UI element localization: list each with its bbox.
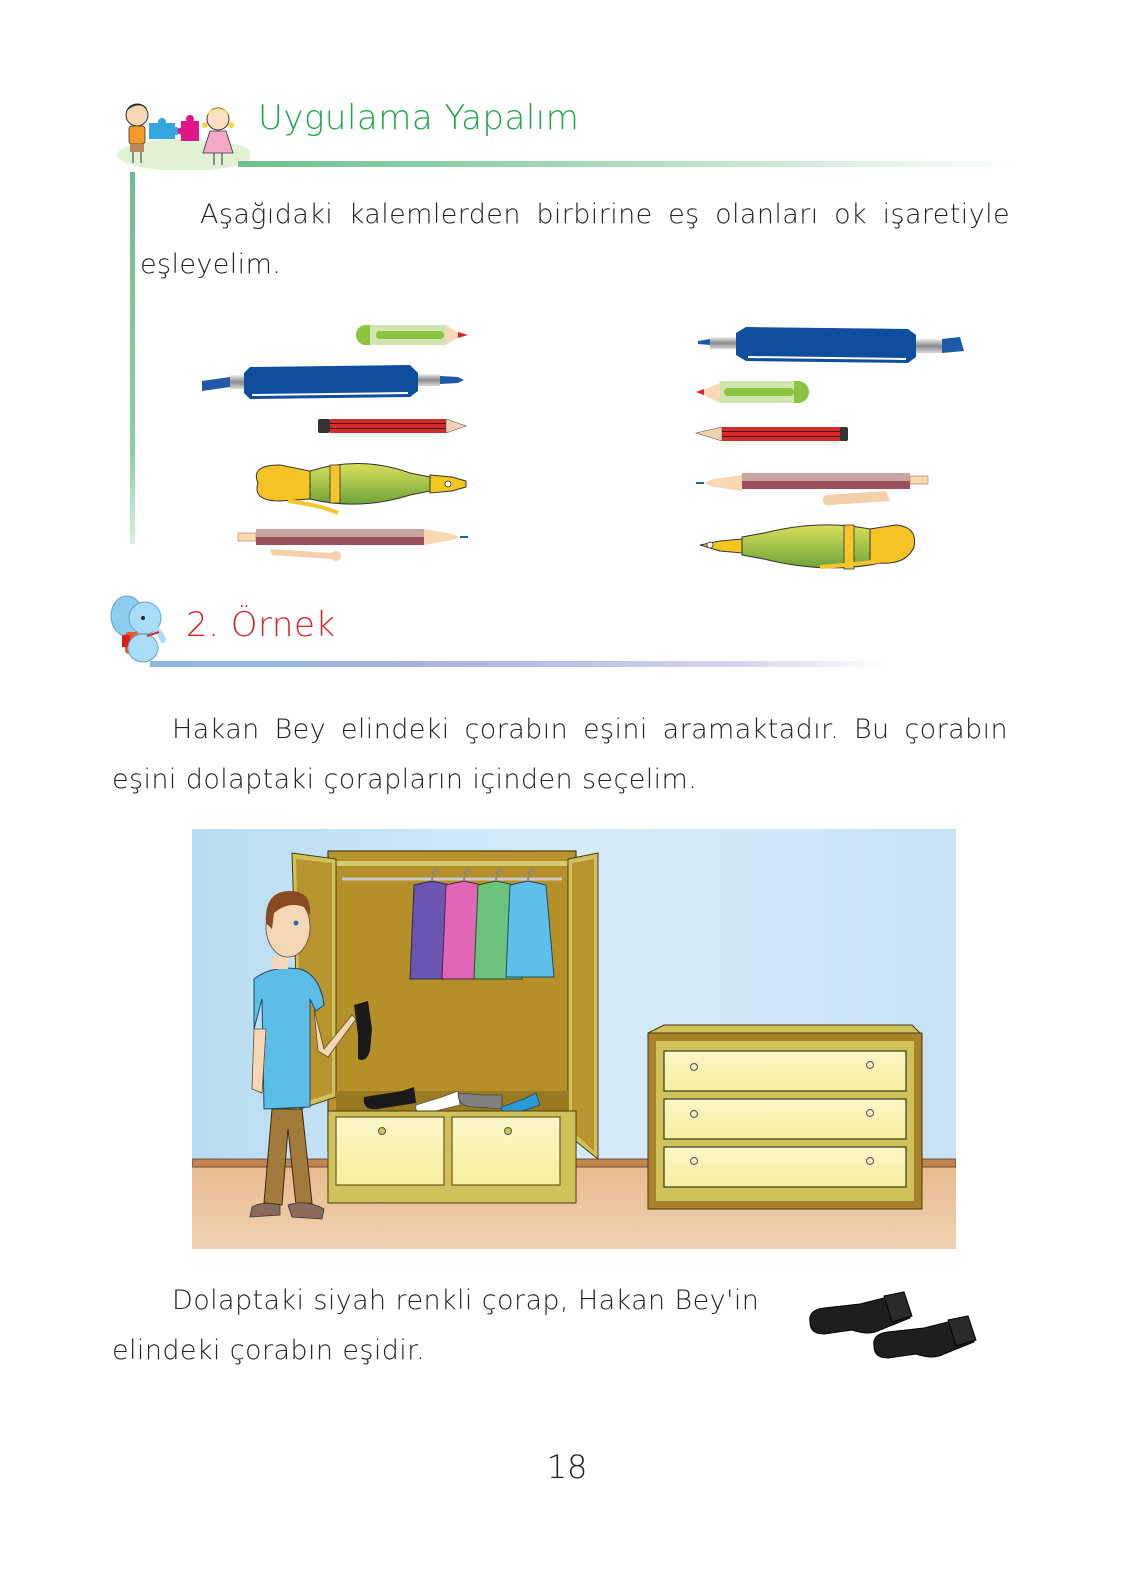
wardrobe-illustration [192,829,956,1249]
section-title-practice: Uygulama Yapalım [258,98,580,138]
instruction-text [140,190,1010,290]
problem-text-content: Hakan Bey elindeki çorabın eşini aramaktadır. Bu çorabın eşini dolaptaki çorapların içinden seçelim. [112,714,1008,795]
black-socks-pair-icon [800,1290,1000,1390]
right-red-pencil [696,427,848,441]
section-header-divider-2 [150,661,890,667]
left-red-pencil [318,419,466,433]
right-ballpoint-pen [696,473,928,505]
answer-text-content: Dolaptaki siyah renkli çorap, Hakan Bey'in elindeki çorabın eşidir. [112,1285,760,1366]
instruction-text-content: Aşağıdaki kalemlerden birbirine eş olanları ok işaretiyle eşleyelim. [140,199,1010,280]
pen-matching-exercise [190,315,1020,575]
section-title-example: 2. Örnek [186,605,336,645]
answer-text [112,1276,782,1376]
left-fountain-pen [256,463,466,513]
left-ballpoint-pen [238,529,468,561]
page-number: 18 [546,1448,588,1486]
section-side-bar [130,172,135,544]
left-blue-marker [202,365,464,399]
right-green-pencil [696,381,809,403]
right-fountain-pen [700,525,915,569]
problem-text [112,705,1008,805]
children-puzzle-icon [115,95,250,170]
section-header-divider [238,161,1018,167]
elephant-icon [105,588,185,668]
left-green-pencil [356,325,468,345]
shirts [410,869,554,979]
right-blue-marker [698,327,964,363]
